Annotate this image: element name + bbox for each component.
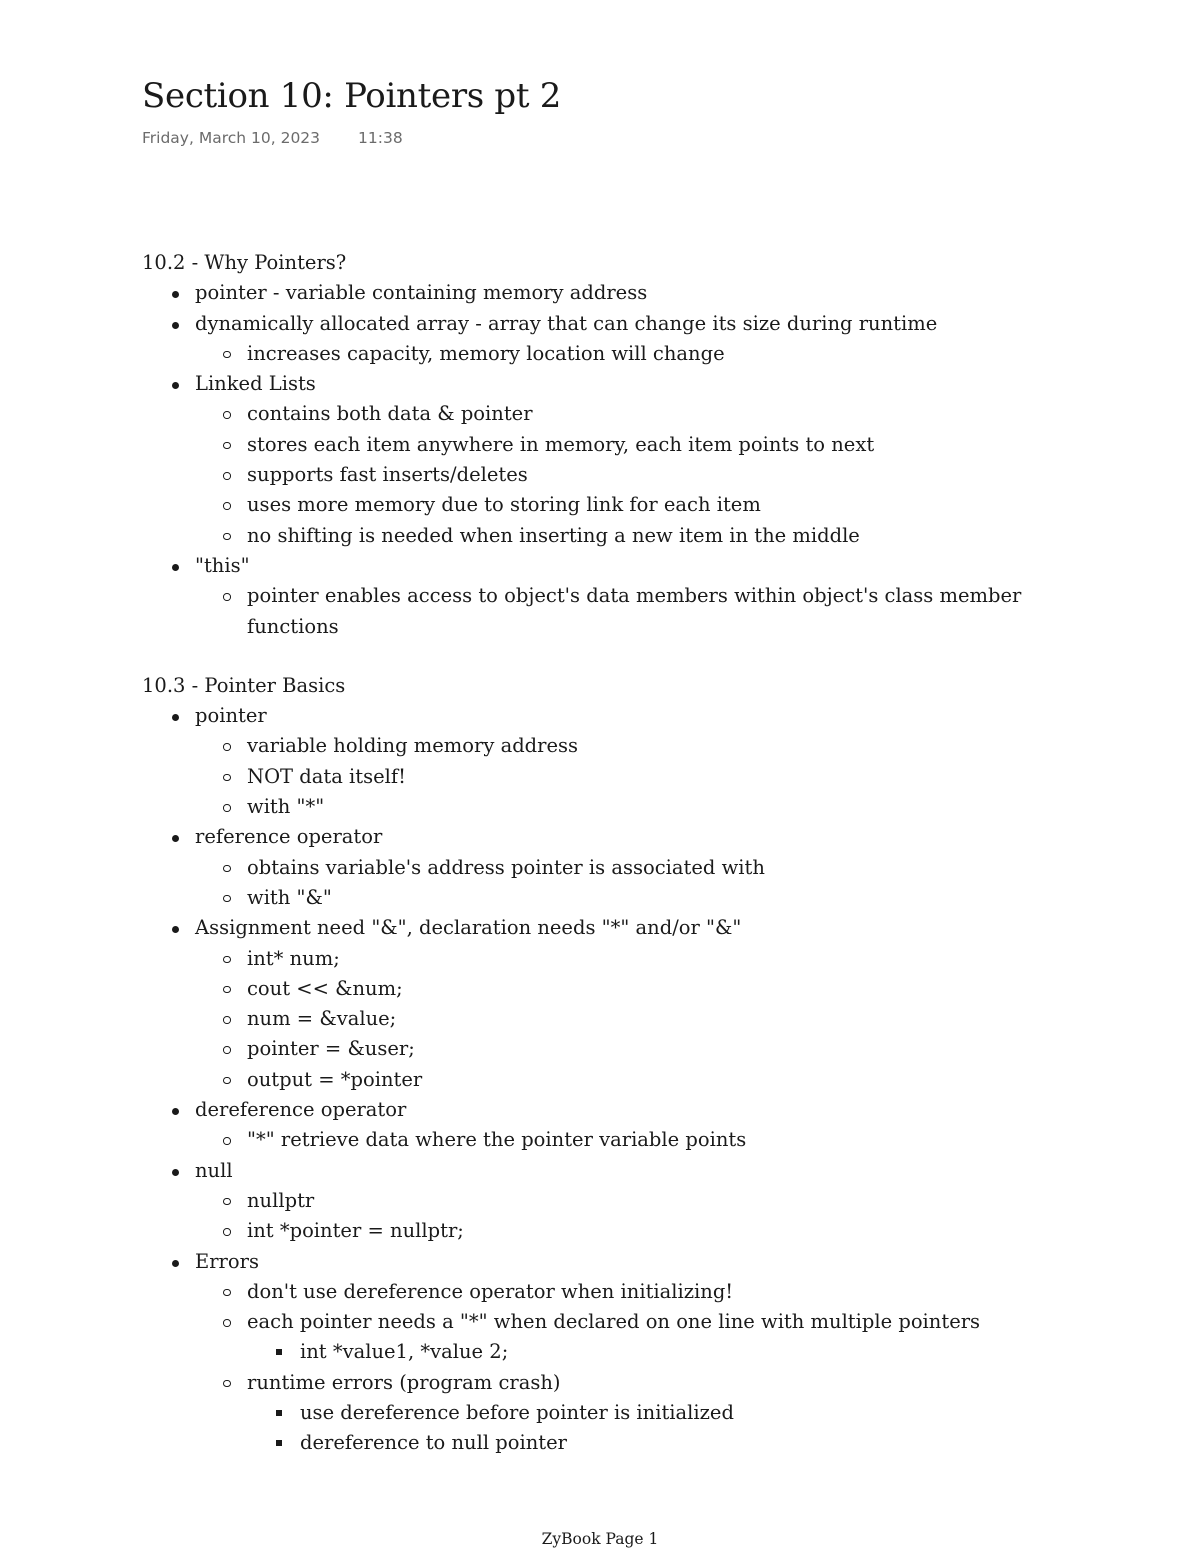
list-item — [142, 369, 1102, 551]
list-item-text: int *value1, *value 2; — [300, 1340, 509, 1364]
list-item — [195, 792, 1102, 822]
list-item-text: obtains variable's address pointer is associated with — [247, 855, 765, 879]
bullet-list-level-1 — [142, 701, 1102, 1458]
list-item — [195, 1125, 1102, 1155]
list-item — [142, 309, 1102, 370]
list-item-text: reference operator — [195, 825, 383, 849]
list-item-text: don't use dereference operator when initializing! — [247, 1279, 734, 1303]
bullet-circle-icon — [223, 442, 231, 450]
list-item — [195, 339, 1102, 369]
bullet-list-level-3 — [247, 1398, 1102, 1459]
list-item-text: cout << &num; — [247, 976, 403, 1000]
bullet-circle-icon — [223, 804, 231, 812]
bullet-list-level-2 — [195, 853, 1102, 914]
bullet-circle-icon — [223, 533, 231, 541]
list-item-text: Errors — [195, 1249, 259, 1273]
list-item — [142, 701, 1102, 822]
list-item-text: dereference to null pointer — [300, 1431, 568, 1455]
bullet-circle-icon — [223, 411, 231, 419]
list-item — [195, 430, 1102, 460]
bullet-circle-icon — [223, 502, 231, 510]
list-item-text: pointer - variable containing memory address — [195, 281, 648, 305]
bullet-circle-icon — [223, 1016, 231, 1024]
list-item-text: int* num; — [247, 946, 340, 970]
list-item — [195, 1034, 1102, 1064]
bullet-circle-icon — [223, 1137, 231, 1145]
bullet-circle-icon — [223, 593, 231, 601]
list-item — [195, 883, 1102, 913]
list-item-text: with "&" — [247, 885, 332, 909]
bullet-circle-icon — [223, 986, 231, 994]
list-item-text: contains both data & pointer — [247, 402, 533, 426]
bullet-list-level-2 — [195, 339, 1102, 369]
section-heading: 10.2 - Why Pointers? — [142, 251, 347, 274]
bullet-circle-icon — [223, 1198, 231, 1206]
list-item — [195, 1216, 1102, 1246]
list-item — [142, 1156, 1102, 1247]
list-item-text: with "*" — [247, 795, 325, 819]
list-item-text: pointer = &user; — [247, 1037, 415, 1061]
list-item — [142, 551, 1102, 642]
list-item — [195, 762, 1102, 792]
bullet-list-level-2 — [195, 581, 1102, 642]
list-item — [195, 1004, 1102, 1034]
list-item-text: pointer enables access to object's data members within object's class member functions — [247, 584, 1022, 638]
list-item-text: stores each item anywhere in memory, each item points to next — [247, 432, 875, 456]
bullet-dot-icon — [172, 564, 179, 571]
list-item — [142, 1095, 1102, 1156]
list-item-text: pointer — [195, 704, 267, 728]
bullet-square-icon — [276, 1349, 282, 1355]
list-item — [195, 460, 1102, 490]
list-item — [195, 1368, 1102, 1459]
list-item — [142, 913, 1102, 1095]
bullet-list-level-2 — [195, 1125, 1102, 1155]
bullet-circle-icon — [223, 1046, 231, 1054]
bullet-circle-icon — [223, 743, 231, 751]
list-item-text: dereference operator — [195, 1098, 407, 1122]
list-item-text: runtime errors (program crash) — [247, 1370, 561, 1394]
list-item-text: "this" — [195, 553, 250, 577]
bullet-circle-icon — [223, 774, 231, 782]
bullet-circle-icon — [223, 895, 231, 903]
bullet-dot-icon — [172, 1108, 179, 1115]
list-item — [195, 581, 1102, 642]
bullet-circle-icon — [223, 1228, 231, 1236]
bullet-square-icon — [276, 1410, 282, 1416]
list-item — [247, 1398, 1102, 1428]
section-heading: 10.3 - Pointer Basics — [142, 673, 346, 697]
bullet-dot-icon — [172, 1169, 179, 1176]
list-item — [195, 1186, 1102, 1216]
bullet-circle-icon — [223, 956, 231, 964]
list-item — [195, 974, 1102, 1004]
list-item-text: no shifting is needed when inserting a new item in the middle — [247, 523, 860, 547]
list-item — [195, 1065, 1102, 1095]
list-item-text: null — [195, 1158, 233, 1182]
list-item — [195, 521, 1102, 551]
bullet-dot-icon — [172, 835, 179, 842]
list-item — [195, 731, 1102, 761]
list-item-text: use dereference before pointer is initialized — [300, 1400, 734, 1424]
bullet-list-level-2 — [195, 731, 1102, 822]
bullet-list-level-1 — [142, 278, 1102, 642]
list-item-text: variable holding memory address — [247, 734, 579, 758]
note-time: 11:38 — [358, 129, 403, 147]
list-item-text: dynamically allocated array - array that can change its size during runtime — [195, 311, 938, 335]
bullet-dot-icon — [172, 926, 179, 933]
bullet-dot-icon — [172, 291, 179, 298]
note-body — [142, 248, 1102, 1459]
bullet-circle-icon — [223, 472, 231, 480]
bullet-list-level-2 — [195, 1186, 1102, 1247]
list-item — [142, 1247, 1102, 1459]
note-date: Friday, March 10, 2023 — [142, 129, 321, 147]
list-item-text: int *pointer = nullptr; — [247, 1219, 464, 1243]
list-item-text: Assignment need "&", declaration needs "*" and/or "&" — [195, 916, 742, 940]
list-item — [247, 1428, 1102, 1458]
list-item-text: Linked Lists — [195, 372, 316, 396]
list-item — [195, 944, 1102, 974]
list-item — [195, 1307, 1102, 1368]
list-item-text: each pointer needs a "*" when declared on one line with multiple pointers — [247, 1310, 981, 1334]
list-item — [247, 1337, 1102, 1367]
page-title: Section 10: Pointers pt 2 — [142, 76, 562, 116]
bullet-circle-icon — [223, 1289, 231, 1297]
bullet-dot-icon — [172, 322, 179, 329]
bullet-square-icon — [276, 1440, 282, 1446]
list-item — [195, 1277, 1102, 1307]
list-item-text: supports fast inserts/deletes — [247, 463, 528, 487]
list-item-text: output = *pointer — [247, 1067, 423, 1091]
list-item-text: num = &value; — [247, 1007, 397, 1031]
list-item-text: uses more memory due to storing link for each item — [247, 493, 761, 517]
bullet-list-level-2 — [195, 944, 1102, 1095]
bullet-list-level-2 — [195, 399, 1102, 550]
list-item-text: "*" retrieve data where the pointer variable points — [247, 1128, 747, 1152]
bullet-list-level-3 — [247, 1337, 1102, 1367]
list-item — [195, 490, 1102, 520]
bullet-circle-icon — [223, 1077, 231, 1085]
list-item — [195, 853, 1102, 883]
bullet-circle-icon — [223, 865, 231, 873]
bullet-dot-icon — [172, 382, 179, 389]
note-metadata — [142, 129, 403, 147]
list-item-text: NOT data itself! — [247, 764, 406, 788]
bullet-circle-icon — [223, 1380, 231, 1388]
bullet-dot-icon — [172, 1260, 179, 1267]
list-item-text: nullptr — [247, 1188, 315, 1212]
list-item — [142, 822, 1102, 913]
bullet-circle-icon — [223, 1319, 231, 1327]
list-item-text: increases capacity, memory location will change — [247, 341, 725, 365]
list-item — [195, 399, 1102, 429]
list-item — [142, 278, 1102, 308]
bullet-dot-icon — [172, 714, 179, 721]
bullet-list-level-2 — [195, 1277, 1102, 1459]
page-footer: ZyBook Page 1 — [541, 1530, 659, 1548]
bullet-circle-icon — [223, 351, 231, 359]
